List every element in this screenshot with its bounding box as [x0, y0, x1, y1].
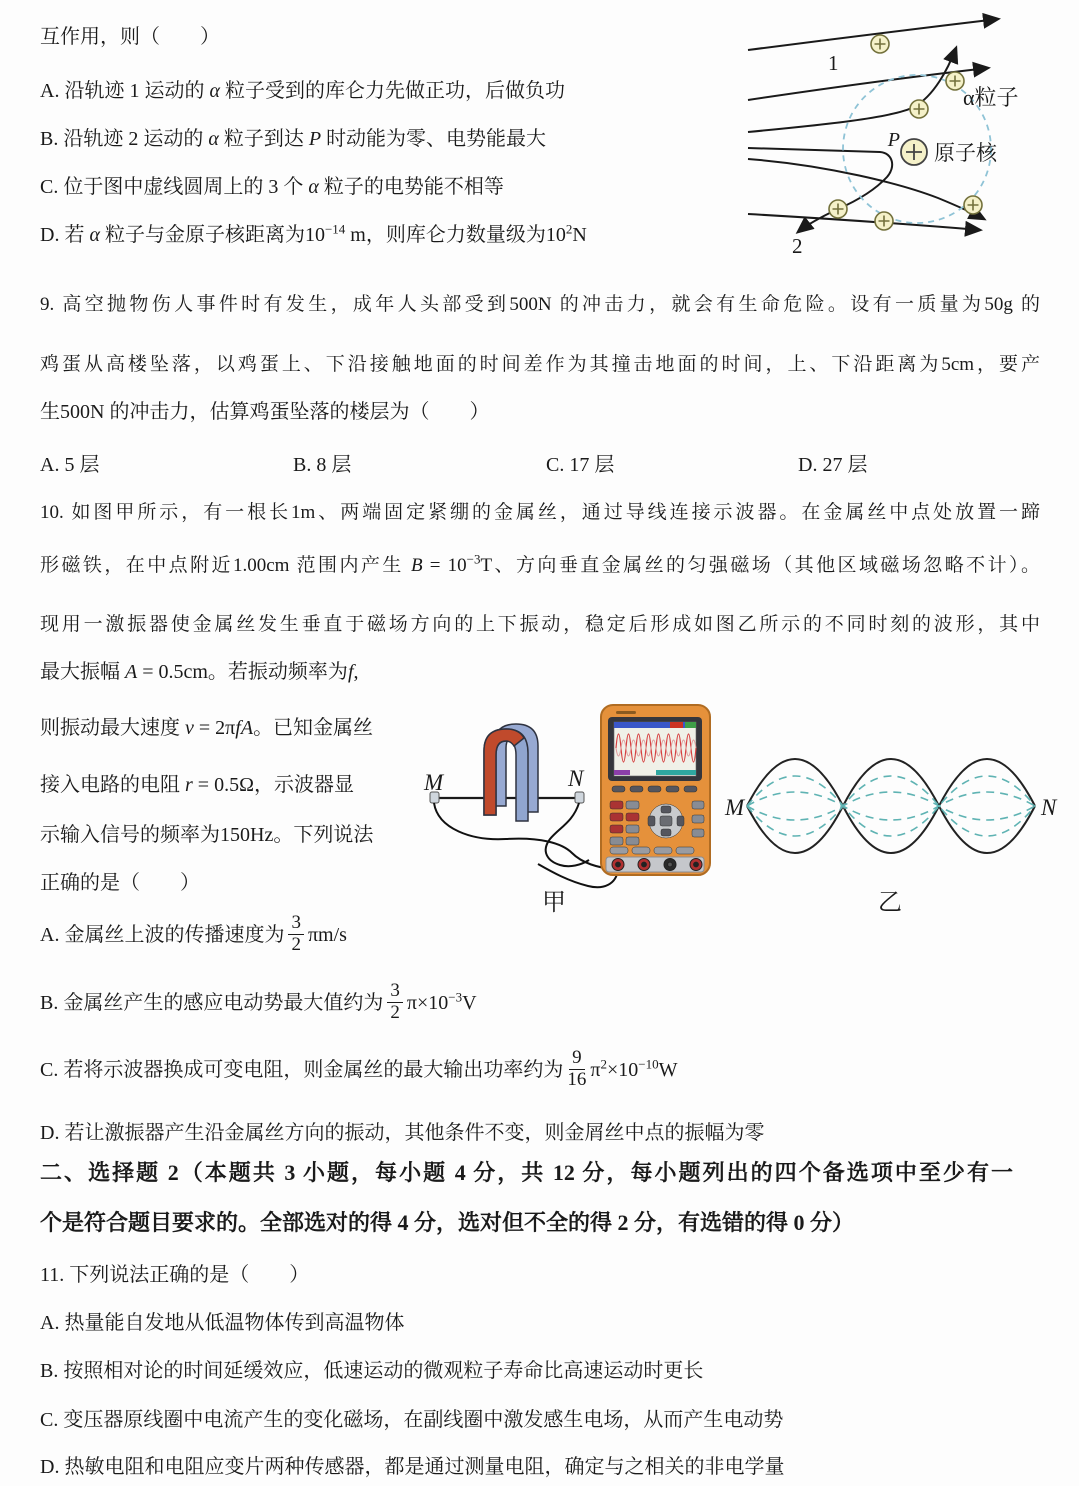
- nucleus-label: 原子核: [934, 141, 997, 165]
- q11-stem: 11. 下列说法正确的是（ ）: [40, 1264, 310, 1286]
- point-p-label: P: [887, 129, 900, 151]
- wave-end-n-label: N: [1041, 795, 1057, 820]
- q9-line-2: 鸡蛋从高楼坠落，以鸡蛋上、下沿接触地面的时间差作为其撞击地面的时间，上、下沿距离为5cm，要产: [40, 354, 1040, 375]
- trajectory-lines: [748, 19, 998, 232]
- q9-option-c: C. 17 层: [546, 454, 615, 476]
- q10-col-line-2: 接入电路的电阻 r = 0.5Ω，示波器显: [40, 774, 354, 796]
- q10-line-3: 现用一激振器使金属丝发生垂直于磁场方向的上下振动，稳定后形成如图乙所示的不同时刻的波形，其中: [40, 614, 1040, 635]
- q8-option-d: D. 若 α 粒子与金原子核距离为$10^{-14}$ m，则库仑力数量级为$10^2N$: [40, 221, 587, 246]
- q10-option-d: D. 若让激振器产生沿金属丝方向的振动，其他条件不变，则金屑丝中点的振幅为零: [40, 1122, 765, 1144]
- q10-line-2: 形磁铁，在中点附近1.00cm 范围内产生 $B = 10^{-3}T$、方向垂直金属丝的匀强磁场（其他区域磁场忽略不计）。: [40, 551, 1040, 576]
- q8-option-b: B. 沿轨迹 2 运动的 α 粒子到达 P 时动能为零、电势能最大: [40, 128, 547, 150]
- q9-line-3: 生500N 的冲击力，估算鸡蛋坠落的楼层为（ ）: [40, 401, 490, 423]
- q10-option-b: B. 金属丝产生的感应电动势最大值约为 $\frac{3}{2}$ $\pi\times 10^{-3}V$: [40, 980, 477, 1023]
- figure-jia-caption: 甲: [542, 890, 566, 916]
- q9-option-a: A. 5 层: [40, 454, 100, 476]
- q9-option-d: D. 27 层: [798, 454, 868, 476]
- section2-heading-line-2: 个是符合题目要求的。全部选对的得 4 分，选对但不全的得 2 分，有选错的得 0 分）: [40, 1210, 855, 1235]
- q10-line-4: 最大振幅 A = 0.5cm。若振动频率为f,: [40, 661, 359, 683]
- section2-heading-line-1: 二、选择题 2（本题共 3 小题，每小题 4 分，共 12 分，每小题列出的四个备选项中至少有一: [40, 1160, 1013, 1185]
- q9-line-1: 9. 高空抛物伤人事件时有发生，成年人头部受到500N 的冲击力，就会有生命危险。设有一质量为50g 的: [40, 294, 1040, 315]
- wave-envelope: [747, 759, 1035, 853]
- wire-end-m-label: M: [424, 770, 444, 795]
- q8-option-c: C. 位于图中虚线圆周上的 3 个 α 粒子的电势能不相等: [40, 176, 504, 198]
- nucleus-icon: [901, 139, 927, 165]
- q8-alpha-scattering-diagram: [742, 6, 1074, 258]
- oscilloscope-screen: [614, 722, 696, 776]
- q9-option-b: B. 8 层: [293, 454, 352, 476]
- oscilloscope: [601, 705, 710, 875]
- q11-option-c: C. 变压器原线圈中电流产生的变化磁场，在副线圈中激发感生电场，从而产生电动势: [40, 1409, 784, 1431]
- alpha-particle-icons: [829, 35, 982, 230]
- q11-option-a: A. 热量能自发地从低温物体传到高温物体: [40, 1312, 405, 1334]
- figure-yi-caption: 乙: [878, 890, 902, 916]
- alpha-particle-label: α粒子: [963, 85, 1019, 110]
- q10-standing-wave-figure: [723, 743, 1075, 871]
- q11-option-d: D. 热敏电阻和电阻应变片两种传感器，都是通过测量电阻，确定与之相关的非电学量: [40, 1456, 785, 1478]
- q10-apparatus-figure: [420, 693, 720, 898]
- q10-line-1: 10. 如图甲所示，有一根长1m、两端固定紧绷的金属丝，通过导线连接示波器。在金属丝中点处放置一蹄: [40, 502, 1040, 523]
- q8-stem: 互作用，则（ ）: [40, 26, 220, 48]
- q10-col-line-4: 正确的是（ ）: [40, 872, 200, 894]
- q10-option-c: C. 若将示波器换成可变电阻，则金属丝的最大输出功率约为 $\frac{9}{16}$ $\pi^2\times 10^{-10}W$: [40, 1047, 678, 1090]
- q10-option-a: A. 金属丝上波的传播速度为 $\frac{3}{2}$ πm/s: [40, 912, 347, 955]
- trajectory-2-label: 2: [792, 234, 803, 258]
- q8-option-a: A. 沿轨迹 1 运动的 α 粒子受到的库仑力先做正功，后做负功: [40, 80, 565, 102]
- wave-snapshots-dashed: [747, 776, 1035, 836]
- wire-end-n-label: N: [568, 766, 584, 791]
- q11-option-b: B. 按照相对论的时间延缓效应，低速运动的微观粒子寿命比高速运动时更长: [40, 1360, 704, 1382]
- horseshoe-magnet-icon: [484, 724, 538, 821]
- q10-col-line-3: 示输入信号的频率为150Hz。下列说法: [40, 824, 374, 846]
- trajectory-1-label: 1: [828, 51, 839, 75]
- probe-connectors: [606, 857, 704, 872]
- q10-col-line-1: 则振动最大速度 v = 2πfA。已知金属丝: [40, 717, 374, 739]
- wave-end-m-label: M: [725, 795, 745, 820]
- menu-buttons: [612, 786, 697, 792]
